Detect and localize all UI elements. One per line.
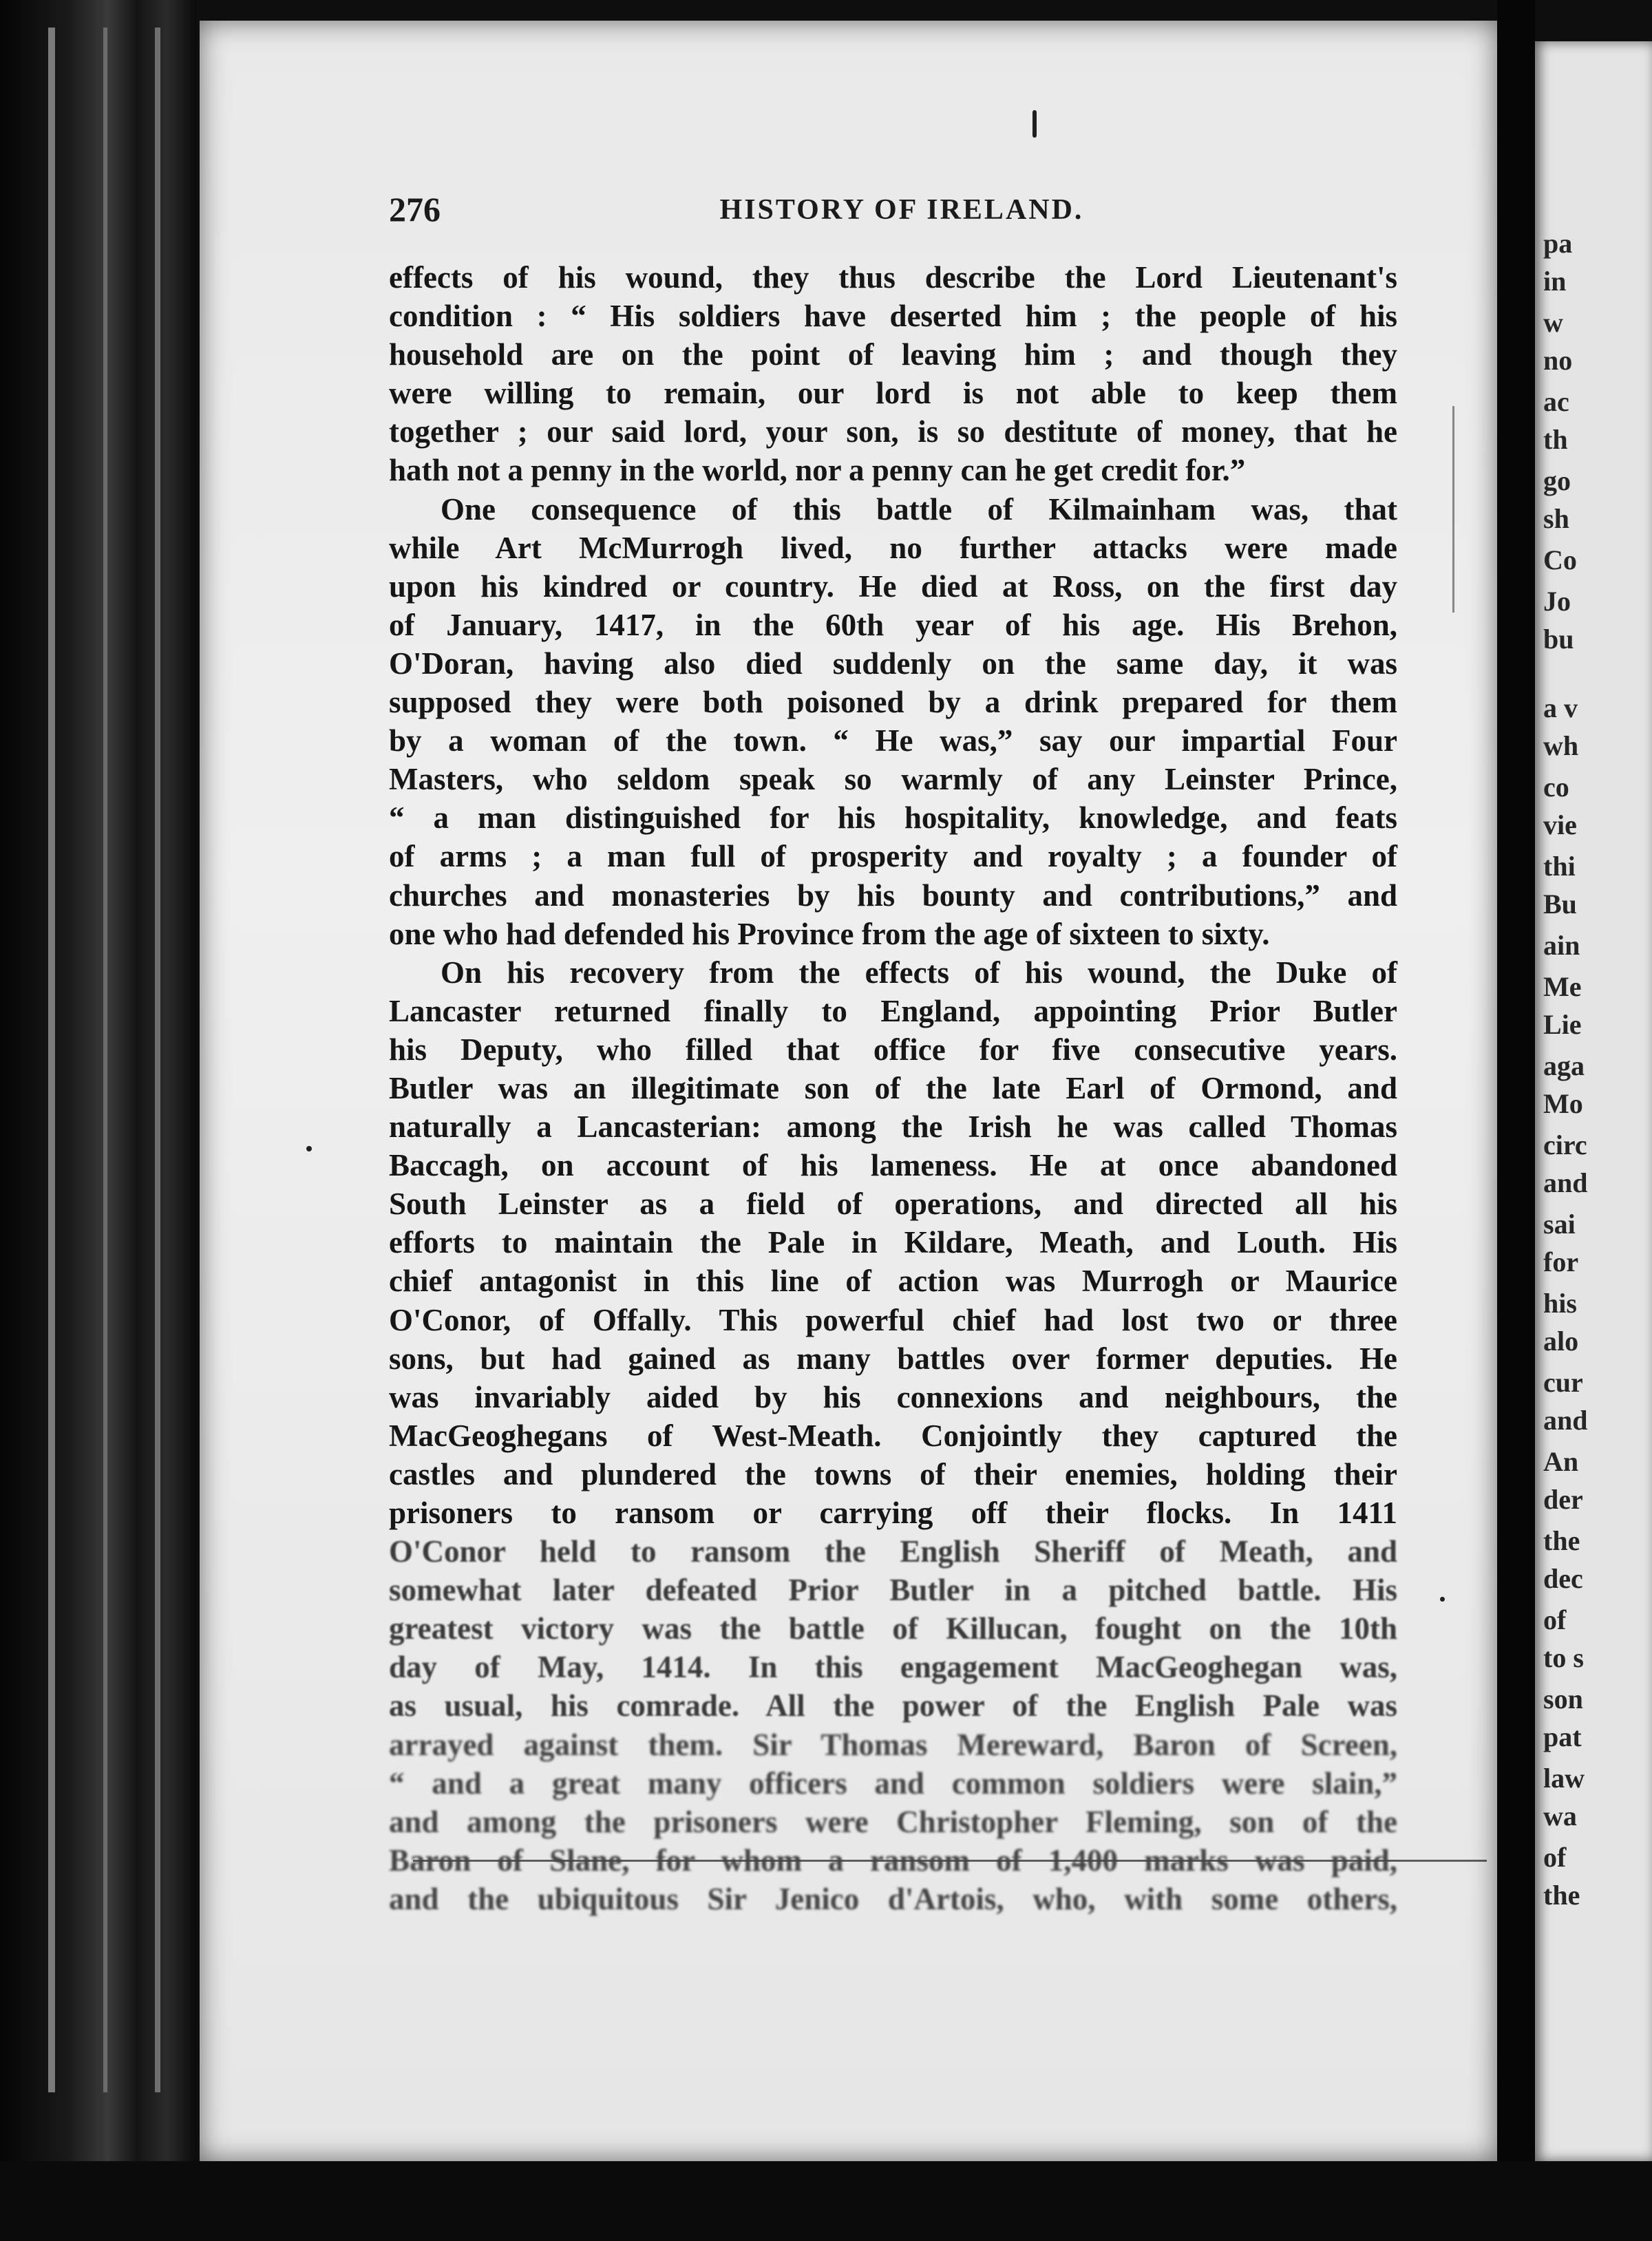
text-line: On his recovery from the effects of his wound, the Duke of bbox=[441, 955, 1397, 990]
text-line: churches and monasteries by his bounty and contributions,” and bbox=[389, 878, 1397, 913]
text-line: One consequence of this battle of Kilmainham was, that bbox=[441, 491, 1397, 527]
adjacent-page-text-fragment: his bbox=[1543, 1288, 1577, 1319]
text-line: South Leinster as a field of operations, and directed all his bbox=[389, 1187, 1397, 1222]
adjacent-page-text-fragment: der bbox=[1543, 1484, 1583, 1515]
adjacent-page-text-fragment: sai bbox=[1543, 1209, 1576, 1240]
adjacent-page-text-fragment: th bbox=[1543, 424, 1568, 455]
adjacent-page-text-fragment: no bbox=[1543, 345, 1573, 376]
dust-speck bbox=[1440, 1597, 1445, 1602]
text-line: prisoners to ransom or carrying off their flocks. In 1411 bbox=[389, 1496, 1397, 1530]
text-line: and the ubiquitous Sir Jenico d'Artois, who, with some others, bbox=[389, 1881, 1397, 1916]
text-line: one who had defended his Province from the age of sixteen to sixty. bbox=[389, 916, 1270, 951]
film-edge-stripe bbox=[103, 28, 107, 2092]
text-line: Baron of Slane, for whom a ransom of 1,400 marks was paid, bbox=[389, 1842, 1397, 1878]
adjacent-page-text-fragment: go bbox=[1543, 465, 1571, 496]
text-line: “ and a great many officers and common soldiers were slain,” bbox=[389, 1765, 1397, 1801]
text-line: hath not a penny in the world, nor a penny can he get credit for.” bbox=[389, 453, 1246, 488]
adjacent-page-text-fragment: aga bbox=[1543, 1050, 1585, 1081]
adjacent-page-text-fragment: Bu bbox=[1543, 889, 1577, 920]
adjacent-page-text-fragment: Jo bbox=[1543, 586, 1571, 617]
adjacent-page-text-fragment: in bbox=[1543, 266, 1567, 297]
adjacent-page-text-fragment: and bbox=[1543, 1167, 1588, 1198]
text-line: greatest victory was the battle of Killucan, fought on the 10th bbox=[389, 1611, 1397, 1646]
text-line: day of May, 1414. In this engagement MacGeoghegan was, bbox=[389, 1650, 1397, 1685]
adjacent-page-text-fragment: of bbox=[1543, 1842, 1567, 1873]
text-line: somewhat later defeated Prior Butler in a pitched battle. His bbox=[389, 1573, 1397, 1608]
text-line: of arms ; a man full of prosperity and royalty ; a founder of bbox=[389, 839, 1397, 874]
adjacent-page-text-fragment: to s bbox=[1543, 1642, 1584, 1673]
text-line: effects of his wound, they thus describe the Lord Lieutenant's bbox=[389, 260, 1397, 295]
adjacent-page-text-fragment: the bbox=[1543, 1525, 1580, 1556]
text-line: arrayed against them. Sir Thomas Mereward, Baron of Screen, bbox=[389, 1727, 1397, 1762]
adjacent-page-text-fragment: sh bbox=[1543, 503, 1569, 534]
adjacent-page-text-fragment: Me bbox=[1543, 971, 1582, 1002]
adjacent-page-text-fragment: for bbox=[1543, 1246, 1579, 1277]
text-line: Masters, who seldom speak so warmly of any Leinster Prince, bbox=[389, 762, 1397, 797]
dust-speck bbox=[306, 1146, 312, 1151]
text-line: supposed they were both poisoned by a drink prepared for them bbox=[389, 685, 1397, 720]
adjacent-page-text-fragment: pa bbox=[1543, 228, 1573, 259]
adjacent-page-text-fragment: Mo bbox=[1543, 1088, 1583, 1119]
text-line: “ a man distinguished for his hospitality, knowledge, and feats bbox=[389, 800, 1397, 836]
page-number: 276 bbox=[389, 190, 441, 229]
microfilm-left-border bbox=[0, 0, 196, 2241]
adjacent-page-edge bbox=[1535, 41, 1652, 2161]
adjacent-page-text-fragment: ac bbox=[1543, 386, 1569, 417]
adjacent-page-text-fragment: pat bbox=[1543, 1721, 1582, 1752]
text-line: castles and plundered the towns of their enemies, holding their bbox=[389, 1456, 1397, 1491]
text-line: chief antagonist in this line of action was Murrogh or Maurice bbox=[389, 1264, 1397, 1299]
adjacent-page-text-fragment: wa bbox=[1543, 1801, 1577, 1831]
text-line: O'Doran, having also died suddenly on the same day, it was bbox=[389, 646, 1397, 681]
adjacent-page-text-fragment: dec bbox=[1543, 1563, 1583, 1594]
running-title: HISTORY OF IRELAND. bbox=[719, 194, 1084, 226]
text-line: while Art McMurrogh lived, no further attacks were made bbox=[389, 530, 1397, 565]
text-line: Lancaster returned finally to England, appointing Prior Butler bbox=[389, 993, 1397, 1028]
adjacent-page-text-fragment: cur bbox=[1543, 1367, 1583, 1398]
text-line: upon his kindred or country. He died at Ross, on the first day bbox=[389, 569, 1397, 604]
adjacent-page-text-fragment: and bbox=[1543, 1405, 1588, 1436]
adjacent-page-text-fragment: a v bbox=[1543, 692, 1578, 723]
film-edge-stripe bbox=[48, 28, 55, 2092]
text-line: MacGeoghegans of West-Meath. Conjointly they captured the bbox=[389, 1418, 1397, 1453]
dust-speck bbox=[1032, 110, 1037, 138]
adjacent-page-text-fragment: of bbox=[1543, 1604, 1567, 1635]
adjacent-page-text-fragment: Lie bbox=[1543, 1009, 1582, 1040]
text-line: condition : “ His soldiers have deserted him ; the people of his bbox=[389, 299, 1397, 334]
text-line: his Deputy, who filled that office for five consecutive years. bbox=[389, 1032, 1397, 1067]
page-gutter bbox=[1497, 0, 1535, 2241]
text-line: and among the prisoners were Christopher Fleming, son of the bbox=[389, 1804, 1397, 1839]
adjacent-page-text-fragment: w bbox=[1543, 307, 1563, 338]
adjacent-page-text-fragment: circ bbox=[1543, 1129, 1587, 1160]
text-line: household are on the point of leaving him ; and though they bbox=[389, 337, 1397, 372]
adjacent-page-text-fragment: thi bbox=[1543, 851, 1576, 882]
adjacent-page-text-fragment: wh bbox=[1543, 730, 1579, 761]
adjacent-page-text-fragment: son bbox=[1543, 1684, 1583, 1714]
text-line: efforts to maintain the Pale in Kildare, Meath, and Louth. His bbox=[389, 1225, 1397, 1260]
text-line: sons, but had gained as many battles over former deputies. He bbox=[389, 1341, 1397, 1376]
text-line: as usual, his comrade. All the power of the English Pale was bbox=[389, 1688, 1397, 1723]
text-line: O'Conor held to ransom the English Sheriff of Meath, and bbox=[389, 1534, 1397, 1569]
body-text bbox=[389, 258, 1397, 1918]
text-line: were willing to remain, our lord is not able to keep them bbox=[389, 376, 1397, 411]
adjacent-page-text-fragment: ain bbox=[1543, 930, 1580, 961]
text-line: Baccagh, on account of his lameness. He at once abandoned bbox=[389, 1148, 1397, 1183]
text-line: O'Conor, of Offally. This powerful chief had lost two or three bbox=[389, 1302, 1397, 1337]
adjacent-page-text-fragment: bu bbox=[1543, 624, 1574, 655]
adjacent-page-text-fragment: alo bbox=[1543, 1326, 1579, 1357]
text-line: by a woman of the town. “ He was,” say our impartial Four bbox=[389, 723, 1397, 758]
text-line: was invariably aided by his connexions and neighbours, the bbox=[389, 1379, 1397, 1414]
text-line: Butler was an illegitimate son of the late Earl of Ormond, and bbox=[389, 1070, 1397, 1105]
adjacent-page-text-fragment: Co bbox=[1543, 544, 1577, 575]
scan-artifact-line bbox=[1452, 406, 1454, 613]
page-header bbox=[389, 189, 1415, 237]
adjacent-page-text-fragment: An bbox=[1543, 1446, 1579, 1477]
microfilm-bottom-border bbox=[0, 2161, 1652, 2241]
text-line: of January, 1417, in the 60th year of his age. His Brehon, bbox=[389, 607, 1397, 642]
text-line: together ; our said lord, your son, is so destitute of money, that he bbox=[389, 414, 1397, 449]
adjacent-page-text-fragment: vie bbox=[1543, 809, 1577, 840]
text-line: naturally a Lancasterian: among the Irish he was called Thomas bbox=[389, 1109, 1397, 1145]
adjacent-page-text-fragment: the bbox=[1543, 1880, 1580, 1911]
adjacent-page-text-fragment: co bbox=[1543, 772, 1569, 803]
film-edge-stripe bbox=[155, 28, 160, 2092]
adjacent-page-text-fragment: law bbox=[1543, 1763, 1585, 1794]
